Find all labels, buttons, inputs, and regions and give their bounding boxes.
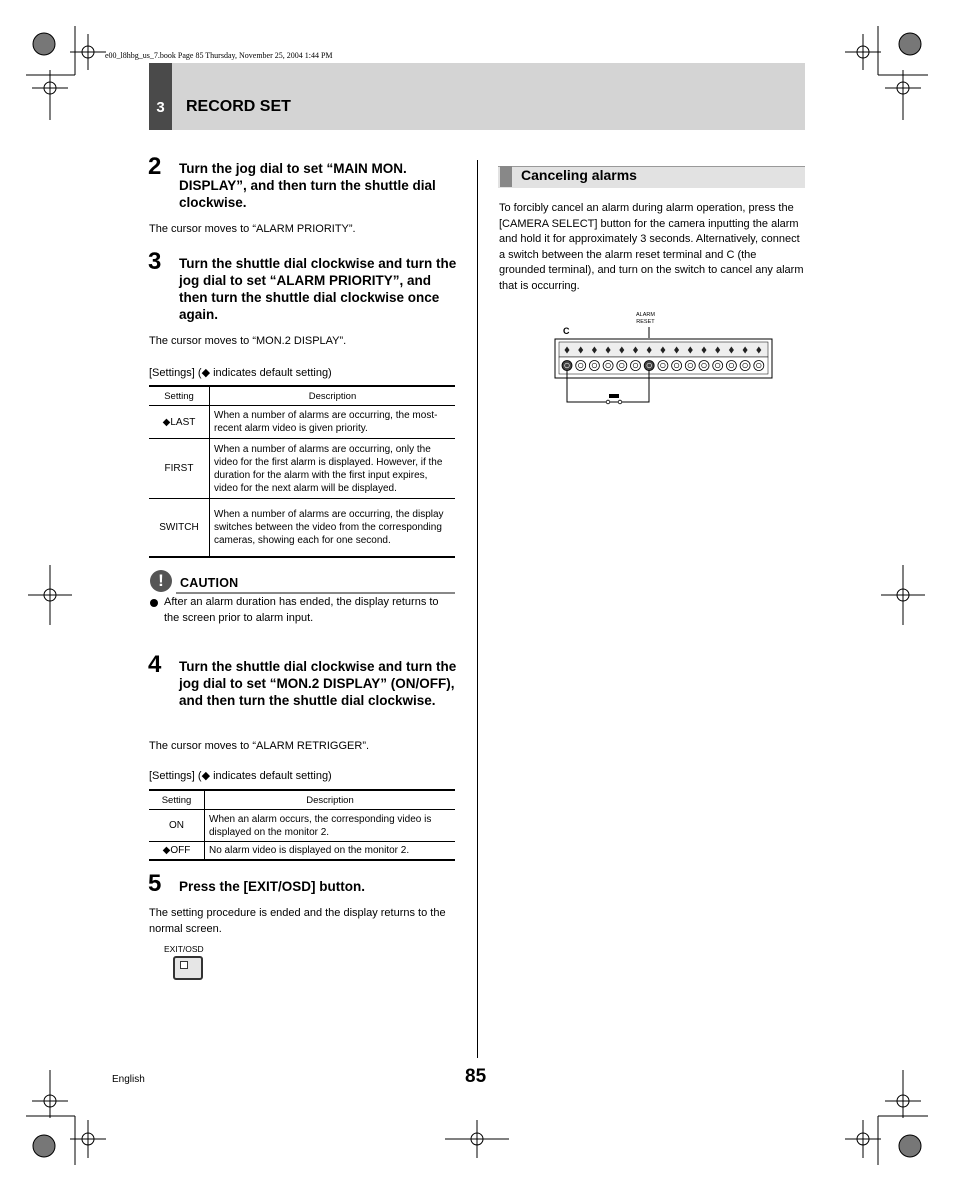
- header-description: Description: [210, 386, 456, 406]
- settings-caption: [Settings] (◆ indicates default setting): [149, 770, 332, 782]
- header-description: Description: [205, 790, 456, 810]
- exit-osd-button[interactable]: [173, 956, 203, 980]
- c-terminal-label: C: [563, 326, 570, 336]
- terminal-screw: [713, 361, 723, 371]
- step-text: Turn the shuttle dial clockwise and turn the jog dial to set “ALARM PRIORITY”, and then turn the shuttle dial clockwise once again.: [179, 256, 457, 322]
- terminal-screw: [726, 361, 736, 371]
- step-text: Turn the shuttle dial clockwise and turn the jog dial to set “MON.2 DISPLAY” (ON/OFF), and then turn the shuttle dial clockwise.: [179, 659, 457, 708]
- table-row: [149, 810, 455, 842]
- table-row: [149, 439, 455, 499]
- chapter-title: RECORD SET: [186, 98, 291, 115]
- caution-icon: !: [150, 570, 172, 592]
- table-row: [149, 406, 455, 439]
- step-number: 4: [148, 651, 162, 678]
- setting-cell: ON: [149, 810, 205, 842]
- header-setting: Setting: [149, 386, 210, 406]
- terminal-screw: [754, 361, 764, 371]
- alarm-reset-label: [636, 312, 655, 326]
- step-note: The setting procedure is ended and the display returns to the normal screen.: [149, 907, 446, 935]
- caution-label: CAUTION: [180, 576, 239, 590]
- caution-text: After an alarm duration has ended, the display returns to the screen prior to alarm input.: [164, 596, 439, 624]
- alarm-label-line2: RESET: [636, 319, 655, 325]
- description-cell: When a number of alarms are occurring, the most-recent alarm video is given priority.: [210, 406, 456, 439]
- terminal-screw: [562, 361, 572, 371]
- caution-rule: [176, 592, 455, 594]
- terminal-screw: [672, 361, 682, 371]
- description-cell: When a number of alarms are occurring, the display switches between the video from the corresponding cameras, showing each for one second.: [210, 499, 456, 557]
- description-cell: When a number of alarms are occurring, only the video for the first alarm is displayed. However, if the duration for the alarm with the first input expires, video for the next alarm will be displayed.: [210, 439, 456, 499]
- table-header-row: [149, 790, 455, 810]
- terminal-screw: [617, 361, 627, 371]
- terminal-screw: [576, 361, 586, 371]
- print-info: e00_l8hbg_us_7.book Page 85 Thursday, November 25, 2004 1:44 PM: [105, 51, 333, 60]
- page-number: 85: [465, 1066, 487, 1087]
- footer-language: English: [112, 1074, 145, 1085]
- step-number: 3: [148, 248, 162, 275]
- section-body: To forcibly cancel an alarm during alarm operation, press the [CAMERA SELECT] button for the camera inputting the alarm and hold it for approximately 3 seconds. Alternatively, connect a switch between the alarm reset terminal and C (the grounded terminal), and turn on the switch to cancel any alarm that is occurring.: [499, 202, 804, 292]
- terminal-screw: [644, 361, 654, 371]
- setting-cell: ◆OFF: [149, 842, 205, 861]
- setting-cell: FIRST: [149, 439, 210, 499]
- table-header-row: [149, 386, 455, 406]
- header-setting: Setting: [149, 790, 205, 810]
- setting-cell: SWITCH: [149, 499, 210, 557]
- description-cell: When an alarm occurs, the corresponding video is displayed on the monitor 2.: [205, 810, 456, 842]
- step-note: The cursor moves to “ALARM PRIORITY”.: [149, 223, 356, 235]
- settings-table-priority: [149, 385, 455, 558]
- alarm-label-line1: ALARM: [636, 312, 655, 318]
- section-marker: [500, 166, 512, 187]
- terminal-screw: [631, 361, 641, 371]
- chapter-header-bar: [149, 63, 805, 130]
- terminal-screw: [740, 361, 750, 371]
- terminal-screw: [603, 361, 613, 371]
- bullet-icon: [150, 599, 158, 607]
- step-number: 5: [148, 870, 162, 897]
- section-title: Canceling alarms: [521, 167, 637, 183]
- table-row: [149, 499, 455, 557]
- description-cell: No alarm video is displayed on the monitor 2.: [205, 842, 456, 861]
- exit-osd-label: EXIT/OSD: [164, 944, 204, 954]
- terminal-screw: [658, 361, 668, 371]
- step-note: The cursor moves to “ALARM RETRIGGER”.: [149, 740, 370, 752]
- chapter-number: 3: [156, 99, 165, 116]
- terminal-screw: [589, 361, 599, 371]
- settings-table-mon2: [149, 789, 455, 861]
- button-indicator-icon: [180, 961, 188, 969]
- terminal-block-diagram: [552, 326, 777, 408]
- settings-caption: [Settings] (◆ indicates default setting): [149, 367, 332, 379]
- terminal-screw: [699, 361, 709, 371]
- step-text: Turn the jog dial to set “MAIN MON. DISPLAY”, and then turn the shuttle dial clockwise.: [179, 161, 436, 210]
- chapter-number-box: [149, 63, 172, 130]
- setting-cell: ◆LAST: [149, 406, 210, 439]
- step-note: The cursor moves to “MON.2 DISPLAY”.: [149, 335, 347, 347]
- step-text: Press the [EXIT/OSD] button.: [179, 879, 366, 894]
- terminal-screw: [685, 361, 695, 371]
- step-number: 2: [148, 153, 162, 180]
- table-row: [149, 842, 455, 861]
- column-divider: [477, 160, 478, 1058]
